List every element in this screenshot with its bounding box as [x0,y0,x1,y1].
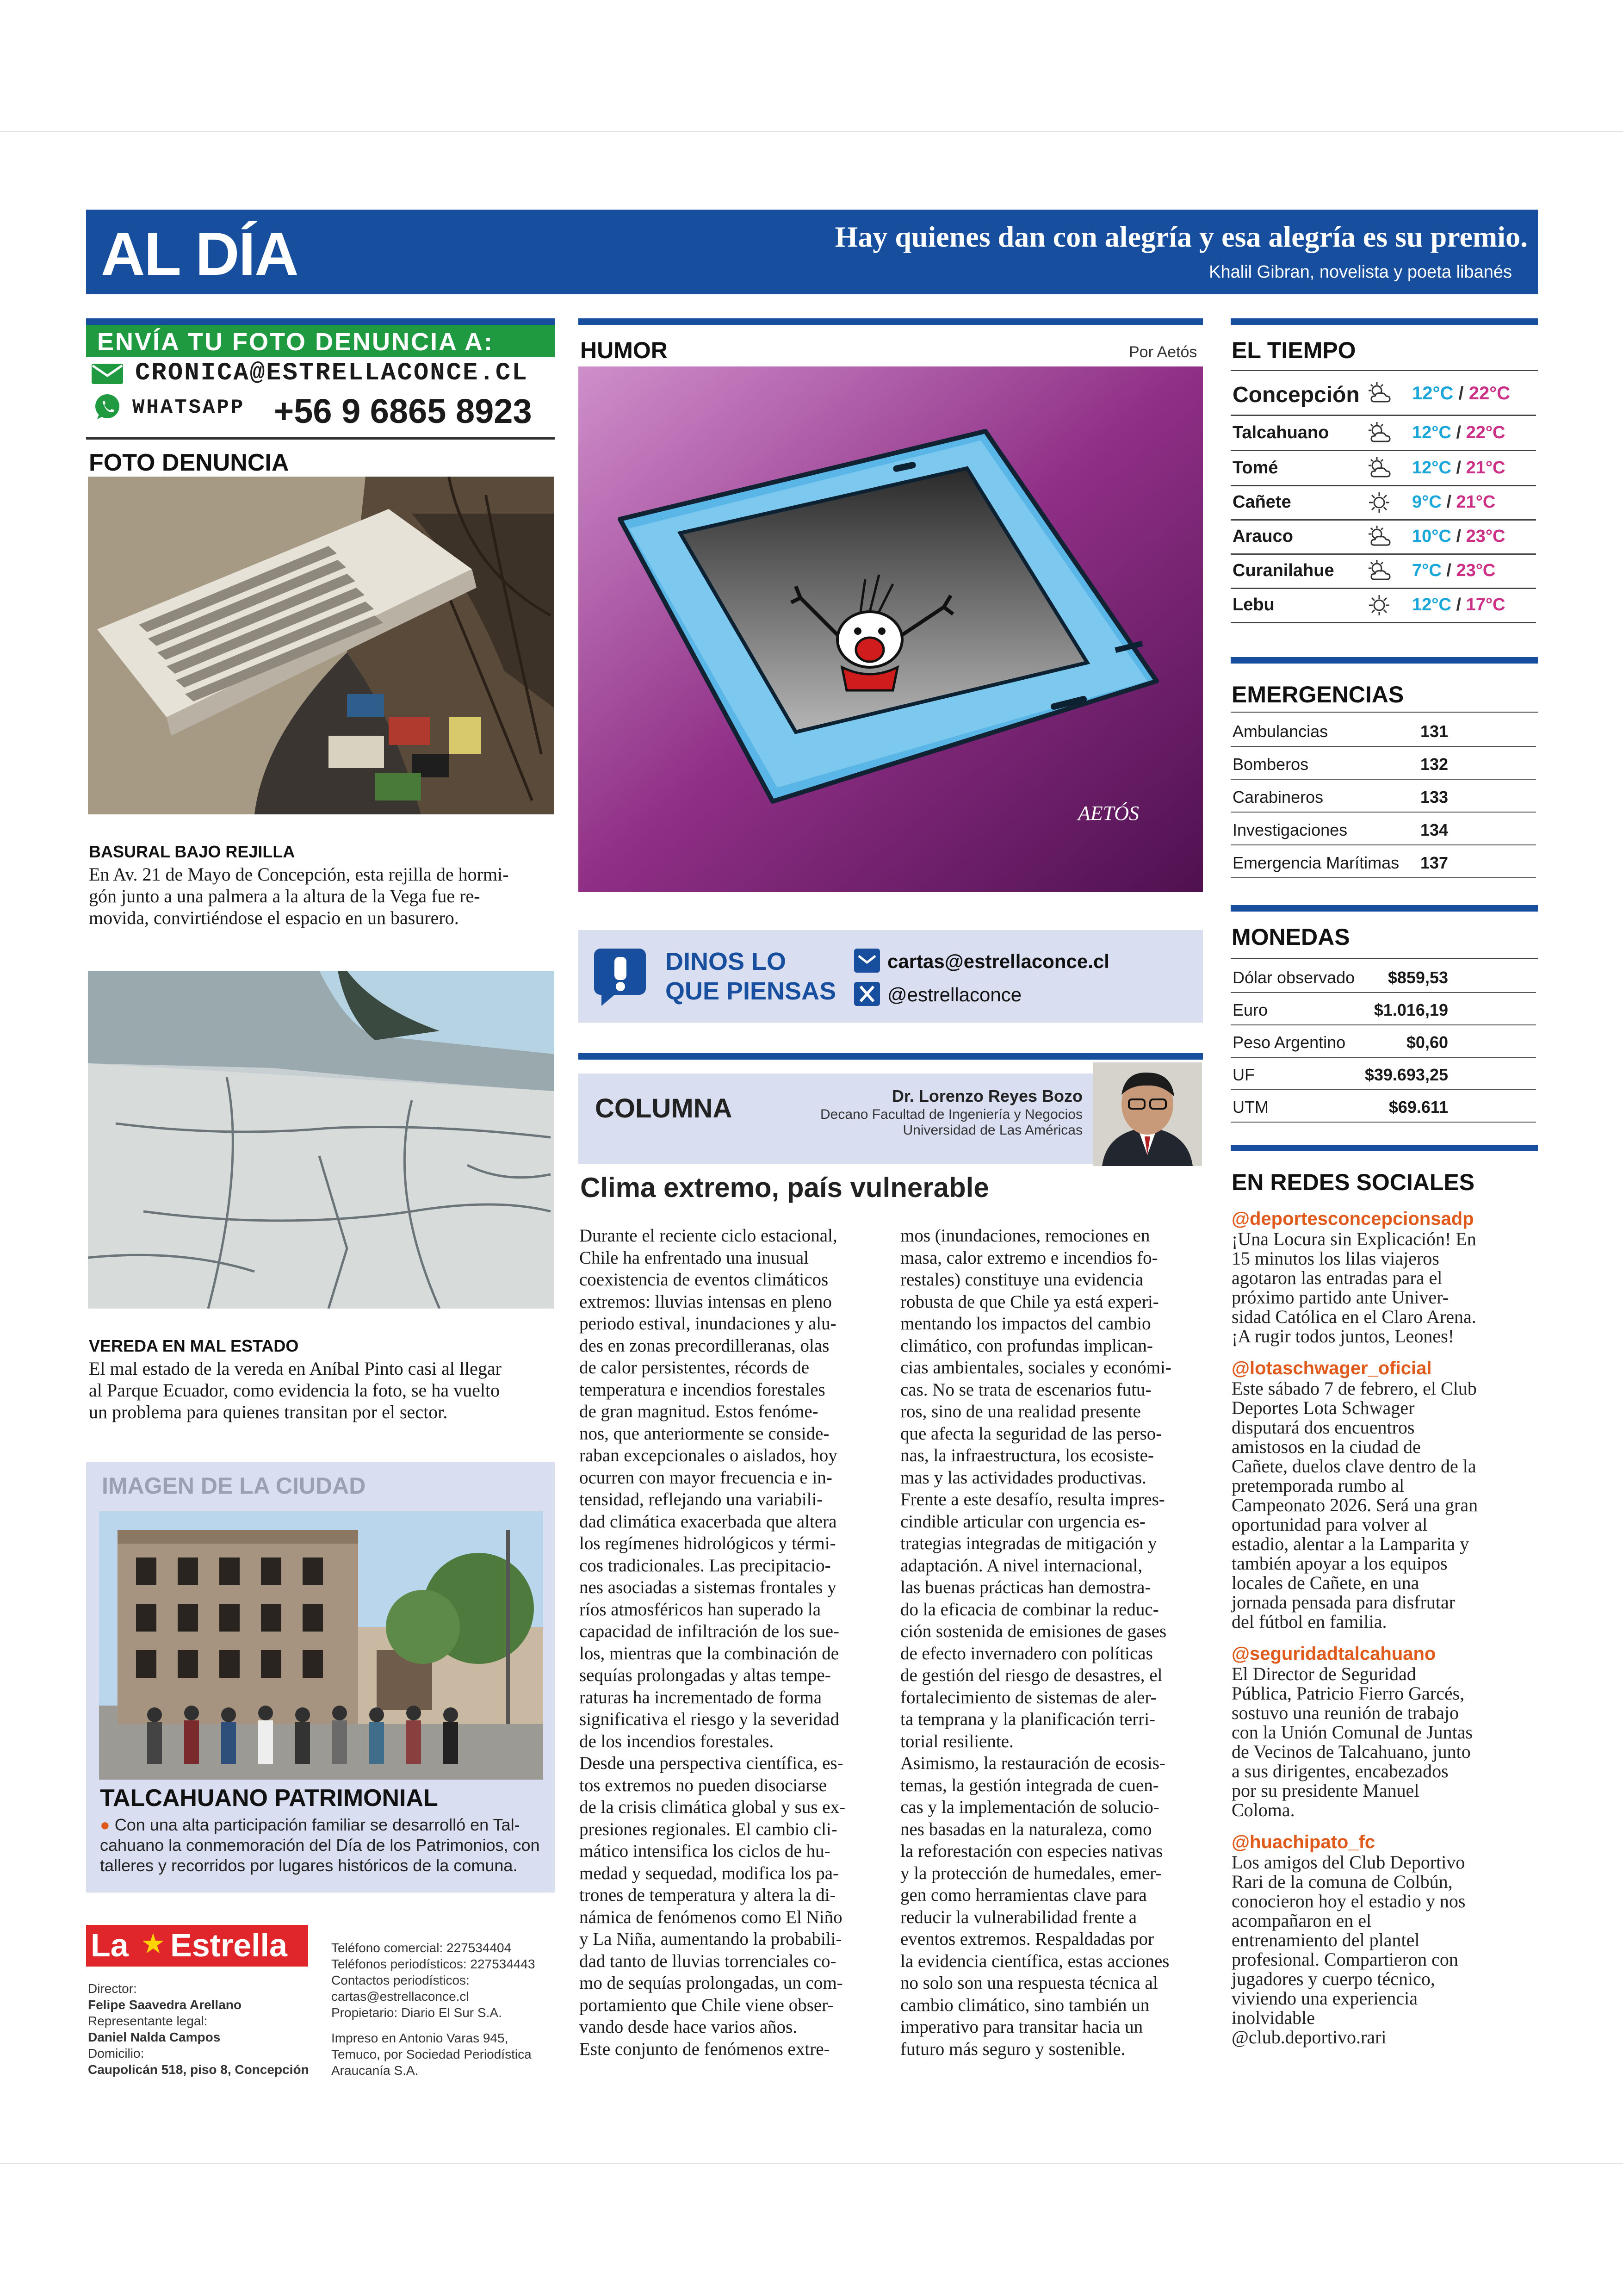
post-line: con la Unión Comunal de Juntas [1232,1722,1473,1743]
column-line: climático, con profundas implican- [900,1335,1153,1356]
post-line: Pública, Patricio Fierro Garcés, [1232,1683,1465,1704]
column-line: futuro más seguro y sostenible. [900,2039,1126,2059]
currency-label: Dólar observado [1233,968,1355,987]
weather-city: Tomé [1233,458,1278,478]
temp-max: 17°C [1466,595,1505,614]
denuncia-title: ENVÍA TU FOTO DENUNCIA A: [97,328,494,356]
column-header [578,1074,1093,1164]
temp-min: 12°C [1412,383,1454,403]
column-line: de los incendios forestales. [579,1731,774,1751]
social-post [1232,1209,1537,1346]
temp-max: 21°C [1466,458,1505,478]
currency-label: UTM [1233,1098,1269,1117]
column-line: ción sostenida de emisiones de gases [900,1621,1167,1641]
column-line: trategias integradas de mitigación y [900,1533,1157,1553]
social-post-body [1232,1853,1537,2047]
temp-max: 23°C [1466,527,1505,546]
masthead-line[interactable]: cartas@estrellaconce.cl [331,1989,469,2004]
post-line: a sus dirigentes, encabezados [1232,1761,1449,1781]
post-line: de Vecinos de Talcahuano, junto [1232,1741,1471,1762]
partly-cloudy-icon [1365,421,1394,450]
column-line: las buenas prácticas han demostra- [900,1577,1151,1597]
photo2-caption [89,1358,556,1423]
post-line: próximo partido ante Univer- [1232,1287,1449,1308]
dinos-title-line: DINOS LO [665,948,787,975]
photo-talcahuano [99,1511,543,1780]
column-line: ros, sino de una realidad presente [900,1402,1141,1421]
column-line: y La Niña, aumentando la probabili- [579,1929,842,1949]
column-line: de la crisis climática global y sus ex- [579,1797,846,1817]
humor-cartoon [578,366,1203,892]
partly-cloudy-icon [1365,456,1394,485]
caption-line: El mal estado de la vereda en Aníbal Pinto casi al llegar [89,1358,502,1379]
weather-temps [1412,383,1510,404]
weather-temps [1412,423,1505,443]
column-line: námica de fenómenos como El Niño [579,1907,842,1927]
column-line: portamiento que Chile viene obser- [579,1995,834,2015]
post-line: Coloma. [1232,1800,1295,1820]
column-line: do la eficacia de combinar la reduc- [900,1599,1159,1620]
currency-value: $859,53 [1388,968,1448,987]
temp-separator: / [1441,492,1456,512]
column-line: mas y las actividades productivas. [900,1467,1146,1488]
column-line: temperatura e incendios forestales [579,1379,825,1400]
column-line: nas, la infraestructura, los ecosiste- [900,1446,1154,1465]
text-line: Con una alta participación familiar se desarrolló en Tal- [114,1815,520,1834]
post-line: por su presidente Manuel [1232,1780,1419,1801]
social-post-body [1232,1664,1537,1820]
header-quote: Hay quienes dan con alegría y esa alegría es su premio. [835,220,1528,253]
column-line: nos, que anteriormente se conside- [579,1423,830,1444]
column-role-line: Decano Facultad de Ingeniería y Negocios [820,1107,1083,1122]
emergency-row [1231,714,1536,747]
partly-cloudy-icon [1365,381,1394,410]
post-line: entrenamiento del plantel [1232,1930,1420,1950]
column-line: y la protección de humedales, emer- [900,1863,1162,1883]
whatsapp-icon [93,392,122,424]
currency-row [1231,1057,1536,1090]
divider-bar [1231,1145,1538,1151]
denuncia-email[interactable]: CRONICA@ESTRELLACONCE.CL [135,359,528,387]
currency-row [1231,992,1536,1025]
column-line: ríos atmosféricos han superado la [579,1599,821,1620]
exclamation-icon [592,947,648,1009]
emergency-label: Bomberos [1233,755,1309,774]
currency-value: $69.611 [1388,1098,1448,1117]
post-line: jugadores y cuerpo técnico, [1232,1968,1435,1989]
emergency-row [1231,779,1536,813]
post-line: sostuvo una reunión de trabajo [1232,1702,1459,1723]
sun-icon [1365,490,1394,519]
post-line: conocieron hoy el estadio y nos [1232,1891,1466,1911]
dinos-email[interactable]: cartas@estrellaconce.cl [887,950,1109,972]
caption-line: movida, convirtiéndose el espacio en un basurero. [89,907,459,928]
sun-icon [1365,593,1394,622]
column-line: que afecta la seguridad de las perso- [900,1423,1162,1444]
monedas-heading: MONEDAS [1232,924,1350,950]
masthead-value: Daniel Nalda Campos [88,2030,221,2044]
column-line: extremos: lluvias intensas en pleno [579,1291,832,1312]
column-line: cindible articular con urgencia es- [900,1511,1146,1532]
temp-separator: / [1453,383,1469,403]
dinos-panel [578,930,1203,1023]
column-line: la reforestación con especies nativas [900,1841,1163,1861]
masthead-label: Domicilio: [88,2046,144,2060]
column-text-col2 [900,1225,1202,2060]
post-line: viviendo una experiencia [1232,1988,1418,2009]
column-line: reducir la vulnerabilidad frente a [900,1907,1137,1927]
column-line: masa, calor extremo e incendios fo- [900,1247,1158,1268]
weather-row [1231,452,1536,486]
post-line: Rari de la comuna de Colbún, [1232,1871,1453,1892]
emergency-label: Ambulancias [1233,722,1328,741]
column-top-bar [578,1053,1203,1060]
caption-line: En Av. 21 de Mayo de Concepción, esta rejilla de hormi- [89,864,509,885]
column-line: de gestión del riesgo de desastres, el [900,1665,1163,1685]
logo-part-a: La [91,1927,129,1963]
divider-bar [1231,657,1538,664]
column-line: raturas ha incrementado de forma [579,1687,822,1707]
column-line: dad climática exacerbada que altera [579,1511,837,1532]
weather-city: Cañete [1233,492,1291,512]
post-line: también apoyar a los equipos [1232,1553,1448,1574]
divider [86,437,555,440]
redes-heading: EN REDES SOCIALES [1232,1169,1475,1195]
column-line: tensidad, reflejando una variabili- [579,1489,823,1509]
email-icon [91,363,124,387]
column-line: robusta de que Chile ya está experi- [900,1291,1159,1312]
post-line: oportunidad para volver al [1232,1514,1428,1535]
column-line: Este conjunto de fenómenos extre- [579,2039,830,2059]
column-line: nes basadas en la naturaleza, como [900,1819,1152,1839]
post-line: @club.deportivo.rari [1232,2027,1387,2048]
column-line: mentando los impactos del cambio [900,1314,1151,1334]
denuncia-banner [86,325,555,357]
column-line: trones de temperatura y altera la di- [579,1885,836,1905]
social-handle[interactable]: @lotaschwager_oficial [1232,1358,1432,1378]
currency-value: $39.693,25 [1364,1065,1448,1084]
post-line: sidad Católica en el Claro Arena. [1232,1306,1476,1327]
column-line: significativa el riesgo y la severidad [579,1709,840,1729]
column-line: Frente a este desafío, resulta impres- [900,1489,1165,1509]
column-line: gen como herramientas clave para [900,1885,1147,1905]
emergency-row [1231,746,1536,780]
photo-grate [88,477,554,814]
column-line: vando desde hace varios años. [579,2017,798,2037]
emergency-row [1231,812,1536,845]
post-line: jornada pensada para disfrutar [1232,1592,1456,1613]
temp-min: 12°C [1412,423,1451,442]
masthead-line: Teléfonos periodísticos: 227534443 [331,1957,535,1971]
currency-row [1231,1089,1536,1123]
social-handle[interactable]: @deportesconcepcionsadp [1232,1209,1474,1229]
emergency-label: Investigaciones [1233,820,1348,839]
social-post [1232,1644,1537,1820]
post-line: ¡A rugir todos juntos, Leones! [1232,1326,1455,1347]
temp-separator: / [1451,423,1466,442]
weather-row [1231,520,1536,555]
post-line: Deportes Lota Schwager [1232,1397,1415,1418]
column-line: ocurren con mayor frecuencia e in- [579,1467,832,1488]
column-line: Durante el reciente ciclo estacional, [579,1226,837,1246]
temp-separator: / [1451,458,1466,478]
photo-sidewalk [88,971,554,1309]
column-line: des en zonas precordilleranas, olas [579,1335,830,1356]
temp-min: 12°C [1412,595,1451,614]
column-line: mo de sequías prolongadas, un com- [579,1973,843,1993]
emergencias-heading: EMERGENCIAS [1232,682,1404,707]
logo-part-b: Estrella [170,1927,287,1963]
temp-min: 12°C [1412,458,1451,478]
post-line: inolvidable [1232,2007,1315,2028]
post-line: ¡Una Locura sin Explicación! En [1232,1229,1476,1249]
x-icon [854,982,880,1008]
middle-top-bar [578,318,1203,325]
weather-row [1231,375,1536,416]
currency-row [1231,1024,1536,1058]
masthead-line: Temuco, por Sociedad Periodística [331,2047,532,2061]
caption-line: al Parque Ecuador, como evidencia la foto, se ha vuelto [89,1380,500,1401]
currency-row [1231,960,1536,993]
post-line: pretemporada rumbo al [1232,1475,1405,1496]
currency-value: $1.016,19 [1374,1000,1448,1019]
column-headline: Clima extremo, país vulnerable [580,1172,989,1203]
masthead-line: Teléfono comercial: 227534404 [331,1941,512,1955]
currency-value: $0,60 [1406,1033,1448,1052]
social-post-body [1232,1229,1537,1346]
weather-row [1231,416,1536,451]
temp-separator: / [1441,561,1456,580]
masthead-line: Contactos periodísticos: [331,1973,470,1987]
partly-cloudy-icon [1365,559,1394,588]
photo1-caption [89,863,556,929]
column-line: cias ambientales, sociales y económi- [900,1358,1171,1378]
column-line: los regímenes hidrológicos y térmi- [579,1533,836,1553]
social-post [1232,1358,1537,1632]
weather-city: Lebu [1233,595,1275,614]
emergency-number[interactable]: 133 [1420,788,1449,807]
emergency-number[interactable]: 137 [1420,853,1449,872]
imagen-ciudad-heading: IMAGEN DE LA CIUDAD [102,1473,366,1499]
text-line: talleres y recorridos por lugares históricos de la comuna. [100,1856,518,1875]
post-line: acompañaron en el [1232,1910,1372,1931]
temp-max: 22°C [1468,383,1511,403]
column-line: de calor persistentes, récords de [579,1358,810,1378]
humor-heading: HUMOR [580,337,668,363]
mail-icon [854,949,880,975]
imagen-ciudad-panel [86,1462,555,1893]
column-role-line: Universidad de Las Américas [903,1123,1083,1138]
column-line: adaptación. A nivel internacional, [900,1555,1143,1576]
currency-label: Euro [1233,1000,1268,1019]
post-line: amistosos en la ciudad de [1232,1436,1421,1457]
divider-bar [1231,905,1538,912]
column-line: tos extremos no pueden disociarse [579,1775,827,1795]
humor-author: Por Aetós [1129,343,1197,361]
column-line: mos (inundaciones, remociones en [900,1226,1150,1246]
weather-temps [1412,527,1505,546]
post-line: Campeonato 2026. Será una gran [1232,1495,1478,1515]
column-line: imperativo para transitar hacia un [900,2017,1143,2037]
masthead-value: Caupolicán 518, piso 8, Concepción [88,2062,309,2077]
temp-separator: / [1451,595,1466,614]
weather-temps [1412,492,1495,512]
whatsapp-number[interactable]: +56 9 6865 8923 [274,392,532,430]
weather-temps [1412,595,1505,615]
weather-city: Concepción [1233,383,1360,407]
bullet-icon: ● [100,1815,110,1834]
column-line: nes asociadas a sistemas frontales y [579,1577,836,1597]
post-line: Cañete, duelos clave dentro de la [1232,1456,1476,1477]
masthead-left [88,1980,309,2078]
column-line: medad y sequedad, modifica los pa- [579,1863,839,1883]
weather-temps [1412,561,1495,581]
column-line: fortalecimiento de sistemas de aler- [900,1687,1157,1707]
imagen-ciudad-title: TALCAHUANO PATRIMONIAL [100,1785,438,1812]
post-line: 15 minutos los lilas viajeros [1232,1248,1439,1269]
caption-line: un problema para quienes transitan por el sector. [89,1402,448,1422]
post-line: del fútbol en familia. [1232,1611,1387,1632]
column-line: torial resiliente. [900,1731,1014,1751]
author-photo [1093,1062,1202,1166]
masthead-line: Impreso en Antonio Varas 945, [331,2031,508,2045]
column-text-col1 [579,1225,870,2060]
temp-min: 9°C [1412,492,1442,512]
partly-cloudy-icon [1365,525,1394,553]
weather-row [1231,589,1536,623]
masthead-label: Director: [88,1981,137,1996]
column-line: mático intensifica los ciclos de hu- [579,1841,830,1861]
column-line: raban excepcionales o aislados, hoy [579,1446,837,1465]
emergency-row [1231,845,1536,878]
caption-line: gón junto a una palmera a la altura de la Vega fue re- [89,886,480,906]
column-line: la evidencia científica, estas acciones [900,1951,1170,1971]
photo1-heading: BASURAL BAJO REJILLA [89,842,295,861]
post-line: agotaron las entradas para el [1232,1267,1443,1288]
column-line: capacidad de infiltración de los sue- [579,1621,840,1641]
column-line: no solo son una respuesta técnica al [900,1973,1158,1993]
column-line: restales) constituye una evidencia [900,1270,1144,1290]
column-line: presiones regionales. El cambio cli- [579,1819,837,1839]
masthead-value: Felipe Saavedra Arellano [88,1998,242,2012]
weather-temps [1412,458,1505,478]
column-line: de efecto invernadero con políticas [900,1643,1153,1663]
post-line: disputará dos encuentros [1232,1417,1415,1438]
divider [1231,712,1538,713]
column-author: Dr. Lorenzo Reyes Bozo [892,1086,1083,1105]
text-line: cahuano la conmemoración del Día de los Patrimonios, con [100,1836,540,1855]
column-role [820,1107,1083,1138]
divider [1231,370,1538,371]
photo2-heading: VEREDA EN MAL ESTADO [89,1336,299,1355]
emergency-label: Carabineros [1233,788,1324,807]
post-line: profesional. Compartieron con [1232,1949,1458,1970]
dinos-title [665,947,836,1006]
masthead-line: Propietario: Diario El Sur S.A. [331,2005,502,2020]
weather-row [1231,486,1536,521]
column-line: cambio climático, sino también un [900,1995,1150,2015]
temp-max: 21°C [1456,492,1496,512]
temp-max: 23°C [1456,561,1496,580]
column-line: coexistencia de eventos climáticos [579,1270,829,1290]
weather-city: Arauco [1233,527,1293,546]
masthead-label: Representante legal: [88,2014,208,2028]
star-icon: ★ [141,1928,166,1959]
column-line: temas, la gestión integrada de cuen- [900,1775,1159,1795]
column-line: periodo estival, inundaciones y alu- [579,1314,836,1334]
column-label: COLUMNA [595,1093,732,1123]
column-line: Asimismo, la restauración de ecosis- [900,1753,1165,1773]
currency-label: Peso Argentino [1233,1033,1346,1052]
column-line: cos tradicionales. Las precipitacio- [579,1555,831,1576]
cartoon-signature: AETÓS [1078,802,1139,825]
imagen-ciudad-text [100,1815,544,1876]
temp-separator: / [1451,527,1466,546]
foto-denuncia-heading: FOTO DENUNCIA [89,449,289,476]
temp-min: 10°C [1412,527,1451,546]
social-post-body [1232,1379,1537,1632]
dinos-x-handle[interactable]: @estrellaconce [887,984,1022,1005]
currency-label: UF [1233,1065,1255,1084]
column-line: dad tanto de lluvias torrenciales co- [579,1951,836,1971]
left-top-bar [86,318,555,325]
masthead-line: Araucanía S.A. [331,2063,419,2078]
weather-row [1231,554,1536,589]
whatsapp-label: WHATSAPP [132,396,245,419]
weather-city: Curanilahue [1233,561,1334,580]
dinos-title-line: QUE PIENSAS [665,977,836,1005]
column-line: Desde una perspectiva científica, es- [579,1753,843,1773]
column-line: los, mientras que la combinación de [579,1643,839,1663]
redes-posts [1232,1209,1537,2059]
post-line: Los amigos del Club Deportivo [1232,1852,1465,1873]
weather-city: Talcahuano [1233,423,1329,442]
emergency-number[interactable]: 131 [1420,722,1449,741]
column-line: Chile ha enfrentado una inusual [579,1247,809,1268]
post-line: locales de Cañete, en una [1232,1572,1419,1593]
column-line: cas. No se trata de escenarios futu- [900,1379,1152,1400]
tiempo-heading: EL TIEMPO [1232,337,1356,363]
column-line: sequías prolongadas y altas tempe- [579,1665,831,1685]
masthead-right [331,1940,535,2079]
column-line: eventos extremos. Respaldadas por [900,1929,1154,1949]
social-post [1232,1832,1537,2047]
column-line: de gran magnitud. Estos fenóme- [579,1402,818,1421]
emergency-number[interactable]: 134 [1420,820,1449,839]
post-line: El Director de Seguridad [1232,1663,1416,1684]
temp-min: 7°C [1412,561,1442,580]
column-line: cas y la implementación de solucio- [900,1797,1159,1817]
temp-max: 22°C [1466,423,1505,442]
section-title: AL DÍA [101,220,298,288]
social-handle[interactable]: @huachipato_fc [1232,1832,1375,1852]
header-quote-author: Khalil Gibran, novelista y poeta libanés [1209,262,1512,282]
social-handle[interactable]: @seguridadtalcahuano [1232,1644,1436,1664]
section-header [86,210,1538,294]
right-top-bar [1231,318,1538,325]
post-line: estadio, alentar a la Lamparita y [1232,1533,1469,1554]
emergency-number[interactable]: 132 [1420,755,1449,774]
divider [1231,958,1538,959]
column-line: ta temprana y la planificación terri- [900,1709,1156,1729]
logo [86,1925,308,1967]
emergency-label: Emergencia Marítimas [1233,853,1400,872]
post-line: Este sábado 7 de febrero, el Club [1232,1378,1477,1399]
